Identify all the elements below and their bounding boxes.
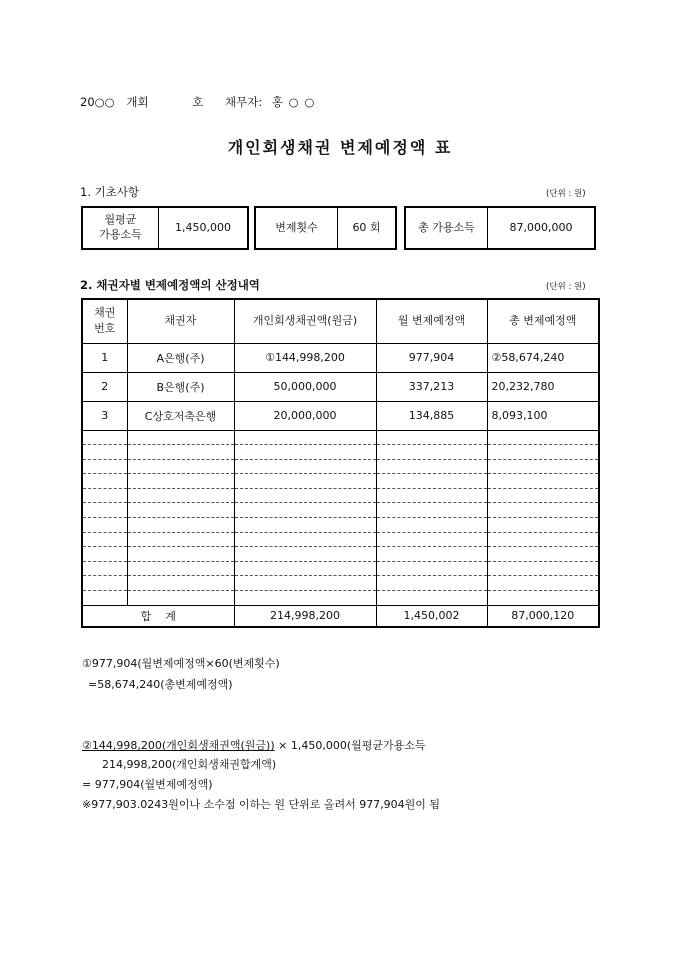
payment-count-label: 변제횟수	[256, 208, 338, 248]
empty-row	[82, 488, 599, 503]
total-income-value: 87,000,000	[509, 220, 573, 234]
header-no-line2: 번호	[94, 322, 116, 336]
section1-unit: (단위 : 원)	[546, 189, 586, 199]
monthly-income-label	[83, 208, 159, 248]
empty-row	[82, 459, 599, 474]
row-no: 1	[82, 343, 127, 372]
table-header-row	[82, 299, 599, 343]
monthly-income-value: 1,450,000	[175, 220, 231, 234]
debtor-name: 홍 ○ ○	[271, 95, 315, 109]
row-claim: 50,000,000	[234, 372, 376, 401]
row-creditor: B은행(주)	[127, 372, 234, 401]
total-income-box	[404, 206, 596, 250]
total-claim: 214,998,200	[234, 605, 376, 627]
header-monthly: 월 변제예정액	[376, 299, 487, 343]
case-number-word: 호	[192, 95, 204, 109]
empty-row	[82, 430, 599, 445]
monthly-income-label-line1: 월평균	[104, 213, 137, 227]
case-year: 20○○	[80, 95, 115, 109]
row-no: 2	[82, 372, 127, 401]
note2-remark: ※977,903.0243원이나 소수점 이하는 원 단위로 올려서 977,904원이 됨	[82, 798, 441, 811]
empty-row	[82, 561, 599, 576]
empty-row	[82, 591, 599, 606]
table-row	[82, 343, 599, 372]
row-monthly: 134,885	[376, 401, 487, 430]
payment-count-value: 60 회	[352, 220, 381, 234]
header-total: 총 변제예정액	[487, 299, 599, 343]
empty-row	[82, 518, 599, 533]
row-total: ②58,674,240	[487, 343, 599, 372]
table-row	[82, 372, 599, 401]
note2-numerator: ②144,998,200(개인회생채권액(원금))	[82, 739, 275, 752]
case-header	[80, 94, 314, 110]
table-row	[82, 401, 599, 430]
header-no	[82, 299, 127, 343]
empty-row	[82, 576, 599, 591]
empty-row	[82, 532, 599, 547]
debtor-label: 채무자:	[225, 95, 263, 109]
note2-line1	[82, 737, 426, 753]
note1-line2: =58,674,240(총변제예정액)	[88, 678, 233, 691]
row-total: 8,093,100	[487, 401, 599, 430]
case-type: 개회	[126, 95, 149, 109]
monthly-income-label-line2: 가용소득	[99, 228, 142, 241]
row-no: 3	[82, 401, 127, 430]
row-monthly: 977,904	[376, 343, 487, 372]
row-monthly: 337,213	[376, 372, 487, 401]
row-creditor: A은행(주)	[127, 343, 234, 372]
total-total: 87,000,120	[487, 605, 599, 627]
row-claim: ①144,998,200	[234, 343, 376, 372]
payment-count-box	[254, 206, 397, 250]
empty-row	[82, 474, 599, 489]
note2-multiplier: × 1,450,000(월평균가용소득	[274, 739, 426, 752]
empty-row	[82, 547, 599, 562]
section1-heading: 1. 기초사항	[80, 185, 140, 199]
monthly-income-box	[81, 206, 249, 250]
row-claim: 20,000,000	[234, 401, 376, 430]
row-creditor: C상호저축은행	[127, 401, 234, 430]
page-title: 개인회생채권 변제예정액 표	[227, 138, 453, 157]
repayment-table	[81, 298, 600, 628]
row-total: 20,232,780	[487, 372, 599, 401]
note1-line1: ①977,904(월변제예정액×60(변제횟수)	[82, 657, 280, 670]
header-no-line1: 채권	[94, 306, 116, 320]
note2-result: = 977,904(월변제예정액)	[82, 778, 213, 791]
note2-denominator: 214,998,200(개인회생채권합계액)	[102, 758, 277, 771]
empty-row	[82, 503, 599, 518]
total-income-label: 총 가용소득	[406, 208, 488, 248]
total-label: 합 계	[82, 605, 234, 627]
total-row	[82, 605, 599, 627]
header-claim: 개인회생채권액(원금)	[234, 299, 376, 343]
section2-unit: (단위 : 원)	[546, 282, 586, 292]
header-creditor: 채권자	[127, 299, 234, 343]
empty-row	[82, 445, 599, 460]
section2-heading: 2. 채권자별 변제예정액의 산정내역	[80, 278, 260, 292]
total-monthly: 1,450,002	[376, 605, 487, 627]
